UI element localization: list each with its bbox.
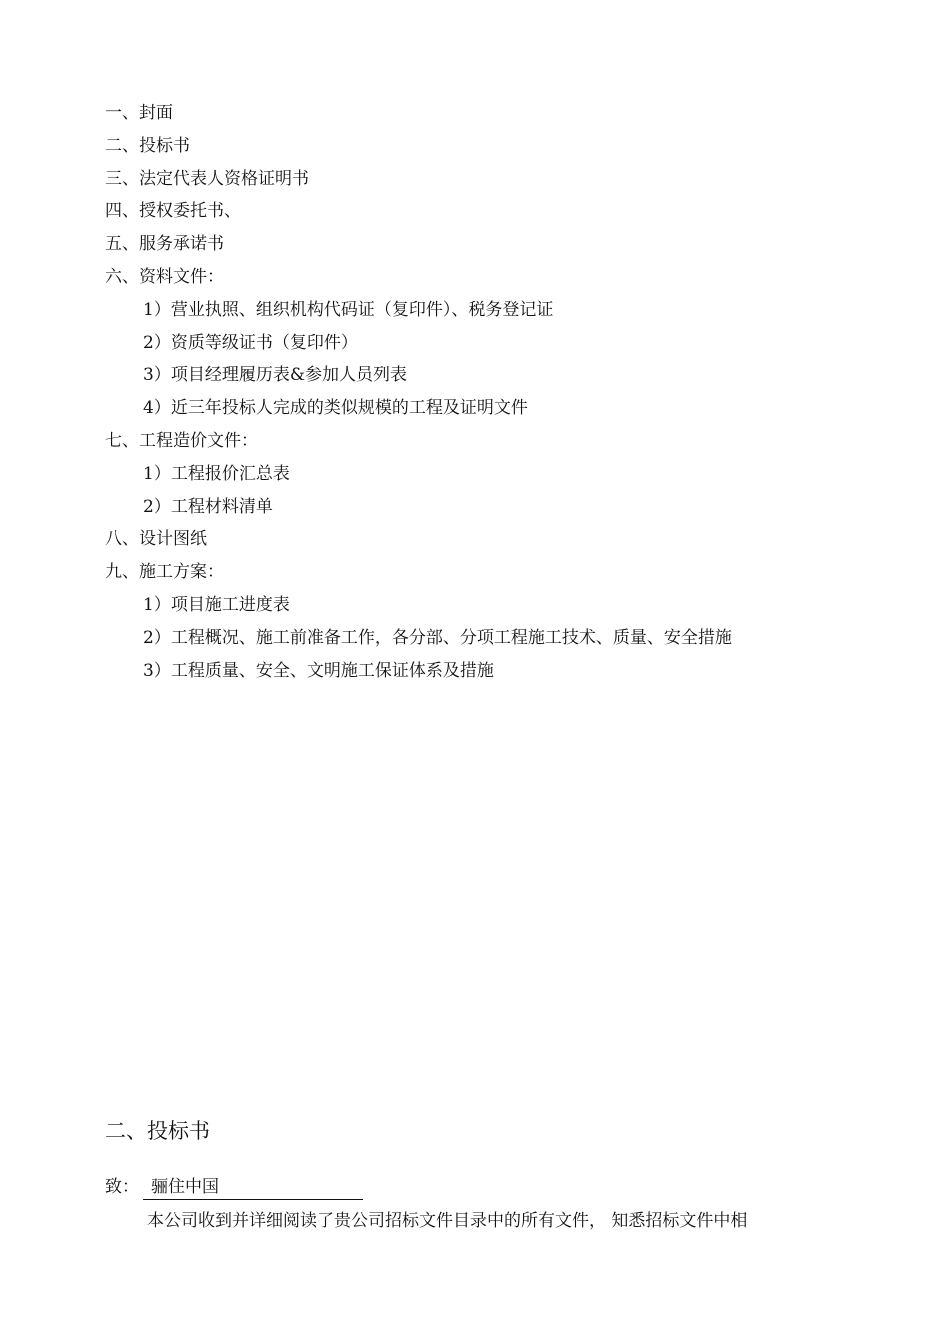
- toc-item-bid-letter: 二、投标书: [105, 135, 190, 156]
- addressee-value: 骊住中国: [143, 1175, 363, 1200]
- toc-subitem-qualification-certificate: 2）资质等级证书（复印件）: [143, 332, 358, 353]
- toc-item-cost-documents: 七、工程造价文件：: [105, 430, 258, 451]
- body-paragraph: 本公司收到并详细阅读了贵公司招标文件目录中的所有文件， 知悉招标文件中相: [147, 1211, 748, 1231]
- toc-item-cover: 一、封面: [105, 103, 173, 123]
- toc-item-legal-rep-certificate: 三、法定代表人资格证明书: [105, 168, 309, 189]
- toc-subitem-overview-technical: 2）工程概况、施工前准备工作，各分部、分项工程施工技术、质量、安全措施: [143, 627, 732, 648]
- toc-subitem-similar-projects: 4）近三年投标人完成的类似规模的工程及证明文件: [143, 398, 528, 419]
- toc-subitem-schedule: 1）项目施工进度表: [143, 594, 290, 615]
- toc-item-documents: 六、资料文件：: [105, 266, 224, 287]
- toc-item-construction-plan: 九、施工方案：: [105, 562, 224, 583]
- toc-subitem-quality-safety: 3）工程质量、安全、文明施工保证体系及措施: [143, 660, 494, 681]
- table-of-contents: [105, 99, 865, 689]
- toc-subitem-manager-resume: 3）项目经理履历表&参加人员列表: [143, 365, 407, 386]
- toc-item-power-of-attorney: 四、授权委托书、: [105, 201, 241, 222]
- section-heading: 二、投标书: [105, 1119, 210, 1143]
- toc-subitem-quotation-summary: 1）工程报价汇总表: [143, 463, 290, 484]
- toc-item-service-commitment: 五、服务承诺书: [105, 234, 224, 255]
- toc-subitem-material-list: 2）工程材料清单: [143, 496, 273, 517]
- addressee-label: 致：: [105, 1177, 139, 1197]
- toc-subitem-business-license: 1）营业执照、组织机构代码证（复印件）、税务登记证: [143, 299, 554, 320]
- addressee-line: [105, 1174, 363, 1200]
- toc-item-design-drawings: 八、设计图纸: [105, 529, 207, 550]
